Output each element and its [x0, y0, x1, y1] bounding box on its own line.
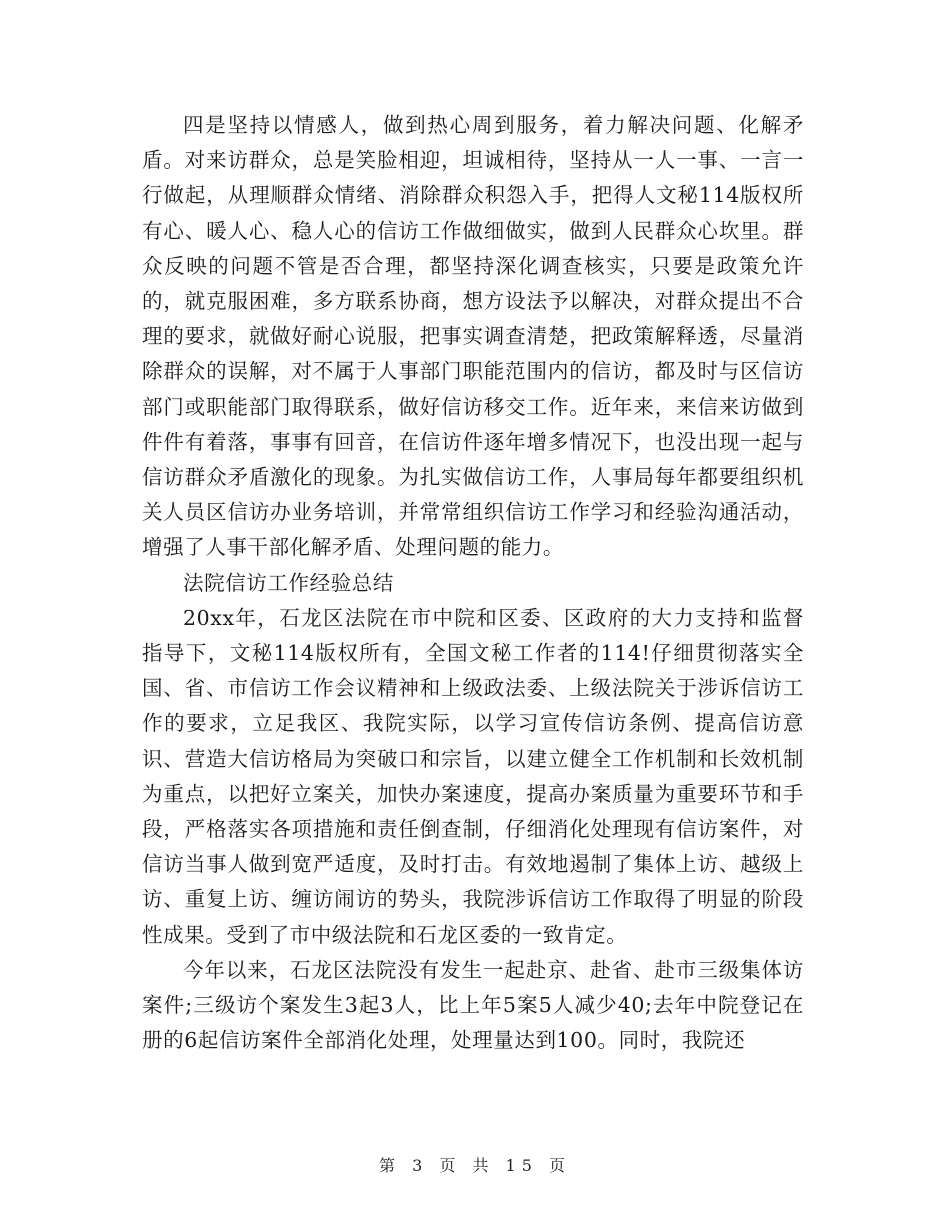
paragraph-this-year: 今年以来，石龙区法院没有发生一起赴京、赴省、赴市三级集体访案件;三级访个案发生3起3人，比上年5案5人减少40;去年中院登记在册的6起信访案件全部消化处理，处理量达到100。同时，我院还	[142, 957, 804, 1053]
section-heading: 法院信访工作经验总结	[183, 570, 394, 595]
body-text	[142, 108, 804, 1058]
page-footer: 第 3 页 共 15 页	[379, 1156, 571, 1175]
paragraph-petition-service: 四是坚持以情感人，做到热心周到服务，着力解决问题、化解矛盾。对来访群众，总是笑脸相迎，坦诚相待，坚持从一人一事、一言一行做起，从理顺群众情绪、消除群众积怨入手，把得人文秘114版权所有心、暖人心、稳人心的信访工作做细做实，做到人民群众心坎里。群众反映的问题不管是否合理，都坚持深化调查核实，只要是政策允许的，就克服困难，多方联系协商，想方设法予以解决，对群众提出不合理的要求，就做好耐心说服，把事实调查清楚，把政策解释透，尽量消除群众的误解，对不属于人事部门职能范围内的信访，都及时与区信访部门或职能部门取得联系，做好信访移交工作。近年来，来信来访做到件件有着落，事事有回音，在信访件逐年增多情况下，也没出现一起与信访群众矛盾激化的现象。为扎实做信访工作，人事局每年都要组织机关人员区信访办业务培训，并常常组织信访工作学习和经验沟通活动，增强了人事干部化解矛盾、处理问题的能力。	[142, 113, 804, 560]
paragraph-court-summary: 20xx年，石龙区法院在市中院和区委、区政府的大力支持和监督指导下，文秘114版权所有，全国文秘工作者的114!仔细贯彻落实全国、省、市信访工作会议精神和上级政法委、上级法院关于涉诉信访工作的要求，立足我区、我院实际，以学习宣传信访条例、提高信访意识、营造大信访格局为突破口和宗旨，以建立健全工作机制和长效机制为重点，以把好立案关，加快办案速度，提高办案质量为重要环节和手段，严格落实各项措施和责任倒查制，仔细消化处理现有信访案件，对信访当事人做到宽严适度，及时打击。有效地遏制了集体上访、越级上访、重复上访、缠访闹访的势头，我院涉诉信访工作取得了明显的阶段性成果。受到了市中级法院和石龙区委的一致肯定。	[142, 605, 804, 947]
